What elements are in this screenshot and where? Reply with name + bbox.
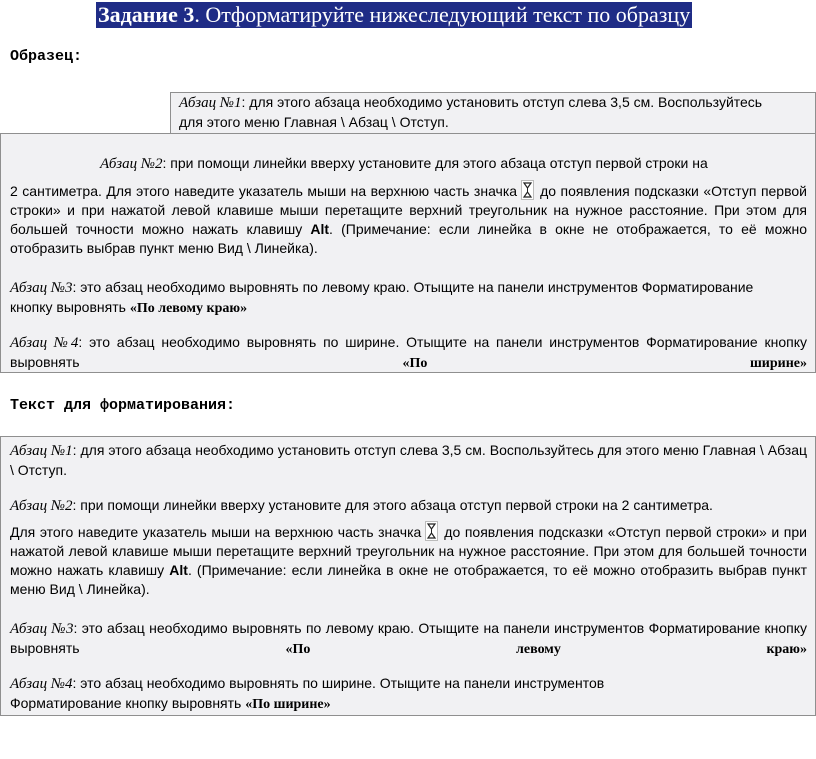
task-text: . Отформатируйте нижеследующий текст по образцу: [194, 2, 691, 27]
format-p3-label: Абзац №3: [10, 621, 74, 637]
task-label: Задание 3: [98, 2, 195, 27]
sample-p3-text: : это абзац необходимо выровнять по левому краю. Отыщите на панели инструментов Форматирование кнопку выровнять: [10, 279, 754, 315]
format-p3-text: : это абзац необходимо выровнять по левому краю. Отыщите на панели инструментов Форматирование кнопку выровнять: [10, 620, 807, 656]
sample-p1-label: Абзац №1: [179, 95, 242, 111]
format-p1-text: : для этого абзаца необходимо установить отступ слева 3,5 см. Воспользуйтесь для этого меню Главная \ Абзац \ Отступ.: [10, 442, 808, 478]
format-p1: [10, 441, 807, 480]
task-title: [96, 2, 692, 28]
sample-p2-label: Абзац №2: [100, 156, 163, 172]
sample-p2: [10, 154, 807, 258]
format-p3: [10, 619, 807, 659]
sample-heading: Образец:: [10, 48, 83, 65]
sample-p4-button: «По ширине»: [402, 356, 807, 371]
sample-p3: [10, 278, 770, 318]
sample-p4-text: : это абзац необходимо выровнять по ширине. Отыщите на панели инструментов Форматирование кнопку выровнять: [10, 334, 807, 370]
sample-p4-label: Абзац №4: [10, 335, 79, 351]
format-p2-line1: : при помощи линейки вверху установите для этого абзаца отступ первой строки на 2 сантиметра.: [72, 497, 713, 513]
sample-p3-button: «По левому краю»: [129, 301, 248, 316]
format-p2-tail: . (Примечание: если линейка в окне не отображается, то её можно отобразить выбрав пункт меню Вид \ Линейка).: [10, 562, 807, 597]
first-line-indent-icon: [425, 521, 438, 541]
format-p2-after-icon: до появления подсказки «Отступ первой строки» и при нажатой левой клавише мыши перетащите верхний треугольник на нужное расстояние. При этом для большей точности можно нажать клавишу: [10, 524, 807, 578]
format-p3-button: «По левому краю»: [285, 642, 807, 657]
format-p2-label: Абзац №2: [10, 498, 73, 514]
sample-p2-line1: : при помощи линейки вверху установите для этого абзаца отступ первой строки на: [162, 155, 708, 171]
format-p1-label: Абзац №1: [10, 443, 73, 459]
format-p2-before-icon: Для этого наведите указатель мыши на верхнюю часть значка: [10, 524, 422, 540]
sample-p2-tail: . (Примечание: если линейка в окне не отображается, то её можно отобразить выбрав пункт меню Вид \ Линейка).: [10, 221, 807, 256]
sample-p2-after-icon: до появления подсказки «Отступ первой строки» и при нажатой левой клавише мыши перетащите верхний треугольник на нужное расстояние. При этом для большей точности можно нажать клавишу: [10, 183, 807, 237]
sample-p2-key: Alt: [310, 221, 330, 237]
sample-p1-text: : для этого абзаца необходимо установить отступ слева 3,5 см. Воспользуйтесь для этого меню Главная \ Абзац \ Отступ.: [179, 94, 763, 130]
format-p4-label: Абзац №4: [10, 676, 73, 692]
format-p4-button: «По ширине»: [245, 697, 331, 712]
format-p2: [10, 496, 807, 599]
format-heading: Текст для форматирования:: [10, 397, 236, 414]
sample-p3-label: Абзац №3: [10, 280, 73, 296]
first-line-indent-icon: [521, 180, 534, 200]
format-p4-text: : это абзац необходимо выровнять по ширине. Отыщите на панели инструментов Форматирование кнопку выровнять: [10, 675, 605, 711]
format-p4: [10, 674, 710, 714]
sample-p1: [179, 93, 779, 132]
sample-p2-before-icon: 2 сантиметра. Для этого наведите указатель мыши на верхнюю часть значка: [10, 183, 518, 199]
format-p2-key: Alt: [169, 562, 188, 578]
sample-p4: [10, 333, 807, 373]
